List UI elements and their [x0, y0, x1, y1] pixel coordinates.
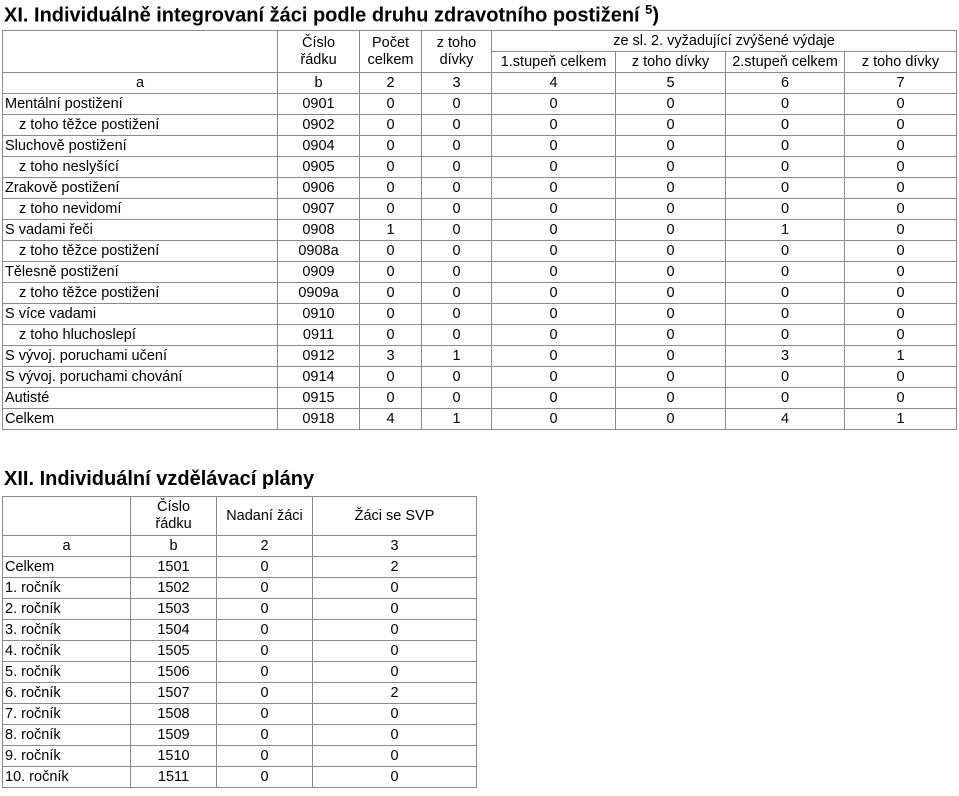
table-row: [3, 704, 477, 725]
row-code: 1508: [131, 704, 217, 725]
value-cell: 0: [726, 325, 845, 346]
value-cell: 0: [616, 388, 726, 409]
value-cell: 0: [492, 241, 616, 262]
value-cell: 0: [845, 304, 957, 325]
row-code: 1505: [131, 641, 217, 662]
row-label: S více vadami: [3, 304, 278, 325]
value-cell: 0: [845, 115, 957, 136]
value-cell: 3: [726, 346, 845, 367]
value-cell: 0: [422, 283, 492, 304]
value-cell: 0: [726, 388, 845, 409]
table-row: [3, 325, 957, 346]
table-row: [3, 641, 477, 662]
value-cell: 2: [313, 557, 477, 578]
value-cell: 0: [360, 157, 422, 178]
value-cell: 0: [313, 599, 477, 620]
header-cislo: Číslo řádku: [278, 31, 360, 73]
row-code: 0907: [278, 199, 360, 220]
header-ztoho: z toho dívky: [422, 31, 492, 73]
value-cell: 0: [217, 704, 313, 725]
value-cell: 3: [360, 346, 422, 367]
value-cell: 0: [616, 325, 726, 346]
value-cell: 0: [422, 115, 492, 136]
header-blank: [3, 31, 278, 73]
row-label: 4. ročník: [3, 641, 131, 662]
value-cell: 0: [422, 178, 492, 199]
value-cell: 0: [360, 241, 422, 262]
row-label: S vývoj. poruchami chování: [3, 367, 278, 388]
value-cell: 0: [492, 283, 616, 304]
row-label: S vývoj. poruchami učení: [3, 346, 278, 367]
value-cell: 0: [726, 94, 845, 115]
value-cell: 0: [845, 178, 957, 199]
row-label: Tělesně postižení: [3, 262, 278, 283]
row-label: 6. ročník: [3, 683, 131, 704]
row-label: 9. ročník: [3, 746, 131, 767]
value-cell: 1: [845, 346, 957, 367]
value-cell: 1: [422, 346, 492, 367]
value-cell: 4: [360, 409, 422, 430]
row-code: 0904: [278, 136, 360, 157]
table-row: [3, 199, 957, 220]
value-cell: 0: [845, 94, 957, 115]
value-cell: 0: [726, 304, 845, 325]
value-cell: 0: [726, 199, 845, 220]
value-cell: 0: [422, 157, 492, 178]
value-cell: 0: [217, 662, 313, 683]
value-cell: 0: [616, 304, 726, 325]
table-row: [3, 599, 477, 620]
header-sub1: 1.stupeň celkem: [492, 52, 616, 73]
row-label: 1. ročník: [3, 578, 131, 599]
value-cell: 0: [360, 115, 422, 136]
value-cell: 0: [360, 283, 422, 304]
value-cell: 1: [726, 220, 845, 241]
colnum-cell: 2: [360, 73, 422, 94]
colnum-cell: 2: [217, 536, 313, 557]
table-row: [3, 746, 477, 767]
value-cell: 0: [313, 704, 477, 725]
table-row: [3, 178, 957, 199]
row-code: 1503: [131, 599, 217, 620]
value-cell: 0: [845, 157, 957, 178]
row-code: 1511: [131, 767, 217, 788]
value-cell: 0: [360, 388, 422, 409]
value-cell: 0: [726, 241, 845, 262]
value-cell: 0: [616, 409, 726, 430]
table-row: [3, 283, 957, 304]
value-cell: 0: [313, 578, 477, 599]
value-cell: 0: [616, 136, 726, 157]
row-code: 0912: [278, 346, 360, 367]
row-code: 1510: [131, 746, 217, 767]
value-cell: 1: [845, 409, 957, 430]
colnum-cell: a: [3, 73, 278, 94]
value-cell: 0: [422, 94, 492, 115]
header-row: [3, 31, 957, 52]
value-cell: 0: [422, 241, 492, 262]
table-row: [3, 136, 957, 157]
value-cell: 0: [217, 641, 313, 662]
value-cell: 0: [217, 746, 313, 767]
value-cell: 0: [726, 283, 845, 304]
value-cell: 0: [360, 178, 422, 199]
table-row: [3, 725, 477, 746]
value-cell: 0: [492, 199, 616, 220]
value-cell: 0: [726, 136, 845, 157]
value-cell: 0: [616, 157, 726, 178]
table-row: [3, 620, 477, 641]
colnum-cell: b: [131, 536, 217, 557]
value-cell: 0: [616, 262, 726, 283]
value-cell: 0: [422, 199, 492, 220]
value-cell: 0: [845, 241, 957, 262]
value-cell: 0: [422, 367, 492, 388]
value-cell: 0: [360, 136, 422, 157]
colnum-cell: 3: [422, 73, 492, 94]
row-label: 5. ročník: [3, 662, 131, 683]
colnum-cell: 6: [726, 73, 845, 94]
value-cell: 0: [845, 220, 957, 241]
row-code: 1504: [131, 620, 217, 641]
table-row: [3, 262, 957, 283]
value-cell: 0: [492, 262, 616, 283]
row-label: 7. ročník: [3, 704, 131, 725]
header-pocet: Počet celkem: [360, 31, 422, 73]
value-cell: 0: [492, 409, 616, 430]
table-row: [3, 346, 957, 367]
row-label: z toho neslyšící: [3, 157, 278, 178]
value-cell: 0: [616, 367, 726, 388]
row-label: S vadami řeči: [3, 220, 278, 241]
value-cell: 0: [217, 725, 313, 746]
header-sub4: z toho dívky: [845, 52, 957, 73]
colnum-row: [3, 73, 957, 94]
row-code: 0909: [278, 262, 360, 283]
value-cell: 0: [845, 367, 957, 388]
table-row: [3, 220, 957, 241]
colnum-cell: 5: [616, 73, 726, 94]
table-row: [3, 683, 477, 704]
table-row: [3, 367, 957, 388]
value-cell: 0: [492, 178, 616, 199]
row-label: z toho těžce postižení: [3, 115, 278, 136]
table-row: [3, 94, 957, 115]
table-row: [3, 578, 477, 599]
value-cell: 0: [726, 262, 845, 283]
row-code: 0905: [278, 157, 360, 178]
header-nadani: Nadaní žáci: [217, 497, 313, 536]
value-cell: 2: [313, 683, 477, 704]
value-cell: 0: [422, 220, 492, 241]
value-cell: 0: [422, 304, 492, 325]
row-label: Zrakově postižení: [3, 178, 278, 199]
value-cell: 0: [726, 178, 845, 199]
row-code: 0914: [278, 367, 360, 388]
row-code: 1507: [131, 683, 217, 704]
value-cell: 0: [217, 599, 313, 620]
value-cell: 0: [492, 388, 616, 409]
row-label: z toho nevidomí: [3, 199, 278, 220]
value-cell: 0: [313, 767, 477, 788]
value-cell: 1: [422, 409, 492, 430]
table-row: [3, 662, 477, 683]
colnum-cell: a: [3, 536, 131, 557]
header-row: [3, 497, 477, 536]
value-cell: 0: [492, 346, 616, 367]
row-code: 0908a: [278, 241, 360, 262]
row-label: Sluchově postižení: [3, 136, 278, 157]
section1-title: [4, 2, 659, 28]
table-row: [3, 557, 477, 578]
value-cell: 0: [360, 199, 422, 220]
value-cell: 0: [492, 115, 616, 136]
value-cell: 0: [616, 94, 726, 115]
row-code: 1502: [131, 578, 217, 599]
value-cell: 0: [492, 367, 616, 388]
row-code: 1509: [131, 725, 217, 746]
row-code: 0902: [278, 115, 360, 136]
row-label: z toho hluchoslepí: [3, 325, 278, 346]
row-label: 10. ročník: [3, 767, 131, 788]
row-label: Mentální postižení: [3, 94, 278, 115]
row-label: Celkem: [3, 409, 278, 430]
row-code: 0911: [278, 325, 360, 346]
table-row: [3, 241, 957, 262]
value-cell: 0: [360, 325, 422, 346]
row-code: 0901: [278, 94, 360, 115]
value-cell: 0: [313, 662, 477, 683]
table-row: [3, 157, 957, 178]
value-cell: 0: [616, 283, 726, 304]
header-cislo: Číslo řádku: [131, 497, 217, 536]
value-cell: 0: [726, 157, 845, 178]
value-cell: 0: [492, 304, 616, 325]
row-code: 0915: [278, 388, 360, 409]
section1-title-text: XI. Individuálně integrovaní žáci podle druhu zdravotního postižení: [4, 4, 640, 27]
row-code: 0908: [278, 220, 360, 241]
row-label: Autisté: [3, 388, 278, 409]
value-cell: 0: [422, 388, 492, 409]
value-cell: 0: [422, 262, 492, 283]
colnum-cell: 7: [845, 73, 957, 94]
row-label: Celkem: [3, 557, 131, 578]
value-cell: 0: [313, 620, 477, 641]
value-cell: 0: [845, 388, 957, 409]
value-cell: 0: [616, 346, 726, 367]
value-cell: 0: [360, 367, 422, 388]
value-cell: 0: [492, 325, 616, 346]
table-row: [3, 115, 957, 136]
section2-title: XII. Individuální vzdělávací plány: [4, 468, 315, 490]
row-code: 0910: [278, 304, 360, 325]
row-code: 1506: [131, 662, 217, 683]
table-row: [3, 767, 477, 788]
value-cell: 0: [845, 136, 957, 157]
row-label: 3. ročník: [3, 620, 131, 641]
header-group: ze sl. 2. vyžadující zvýšené výdaje: [492, 31, 957, 52]
value-cell: 0: [422, 325, 492, 346]
value-cell: 0: [360, 94, 422, 115]
value-cell: 0: [492, 94, 616, 115]
value-cell: 0: [422, 136, 492, 157]
value-cell: 0: [217, 620, 313, 641]
value-cell: 0: [726, 115, 845, 136]
value-cell: 0: [845, 325, 957, 346]
value-cell: 0: [313, 725, 477, 746]
value-cell: 0: [217, 557, 313, 578]
value-cell: 0: [616, 178, 726, 199]
value-cell: 0: [726, 367, 845, 388]
header-svp: Žáci se SVP: [313, 497, 477, 536]
value-cell: 1: [360, 220, 422, 241]
colnum-cell: 3: [313, 536, 477, 557]
header-blank: [3, 497, 131, 536]
value-cell: 0: [616, 241, 726, 262]
row-code: 0906: [278, 178, 360, 199]
value-cell: 0: [360, 262, 422, 283]
value-cell: 0: [217, 683, 313, 704]
colnum-cell: b: [278, 73, 360, 94]
row-code: 0918: [278, 409, 360, 430]
value-cell: 0: [845, 283, 957, 304]
value-cell: 0: [616, 199, 726, 220]
value-cell: 0: [616, 220, 726, 241]
table-row: [3, 304, 957, 325]
row-code: 1501: [131, 557, 217, 578]
row-code: 0909a: [278, 283, 360, 304]
value-cell: 0: [217, 767, 313, 788]
value-cell: 0: [616, 115, 726, 136]
disability-table: [2, 30, 957, 430]
table-row: [3, 388, 957, 409]
value-cell: 0: [313, 746, 477, 767]
value-cell: 0: [492, 220, 616, 241]
footnote-marker: 5: [645, 2, 653, 17]
value-cell: 0: [360, 304, 422, 325]
row-label: 8. ročník: [3, 725, 131, 746]
row-label: 2. ročník: [3, 599, 131, 620]
colnum-cell: 4: [492, 73, 616, 94]
iep-table: [2, 496, 477, 788]
value-cell: 4: [726, 409, 845, 430]
header-sub2: z toho dívky: [616, 52, 726, 73]
row-label: z toho těžce postižení: [3, 241, 278, 262]
value-cell: 0: [492, 136, 616, 157]
header-sub3: 2.stupeň celkem: [726, 52, 845, 73]
row-label: z toho těžce postižení: [3, 283, 278, 304]
value-cell: 0: [217, 578, 313, 599]
value-cell: 0: [845, 199, 957, 220]
value-cell: 0: [845, 262, 957, 283]
value-cell: 0: [313, 641, 477, 662]
value-cell: 0: [492, 157, 616, 178]
colnum-row: [3, 536, 477, 557]
section1-title-suffix: ): [652, 4, 660, 27]
table-row: [3, 409, 957, 430]
